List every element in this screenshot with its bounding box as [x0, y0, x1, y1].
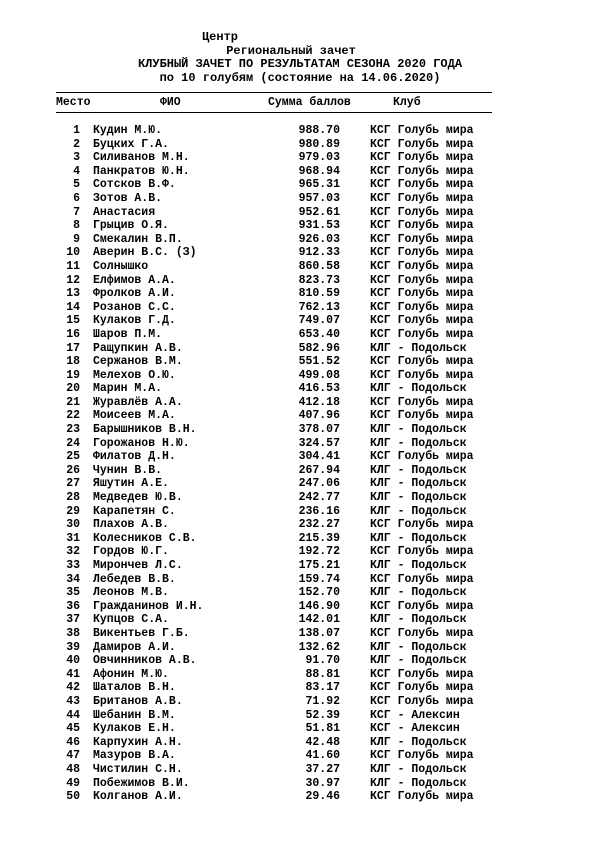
row-score: 30.97	[305, 776, 340, 790]
row-name: Чистилин С.Н.	[93, 762, 183, 776]
table-row	[0, 586, 600, 600]
row-place: 39	[66, 640, 80, 654]
row-place: 3	[73, 151, 80, 165]
table-row	[0, 627, 600, 641]
row-club: КЛГ - Подольск	[370, 463, 467, 477]
table-row	[0, 668, 600, 682]
row-score: 91.70	[305, 654, 340, 668]
row-score: 88.81	[305, 667, 340, 681]
row-place: 37	[66, 613, 80, 627]
row-club: КЛГ - Подольск	[370, 586, 467, 600]
row-place: 5	[73, 178, 80, 192]
row-name: Чунин В.В.	[93, 463, 163, 477]
row-club: КСГ Голубь мира	[370, 327, 474, 341]
row-place: 23	[66, 423, 80, 437]
row-name: Барышников В.Н.	[93, 423, 197, 437]
row-score: 416.53	[298, 382, 340, 396]
table-row	[0, 260, 600, 274]
table-row	[0, 545, 600, 559]
row-score: 988.70	[298, 124, 340, 137]
table-row	[0, 505, 600, 519]
row-score: 247.06	[298, 477, 340, 491]
column-header-club: Клуб	[393, 96, 421, 109]
table-row	[0, 777, 600, 791]
row-score: 762.13	[298, 300, 340, 314]
row-name: Елфимов А.А.	[93, 273, 176, 287]
row-score: 232.27	[298, 518, 340, 532]
row-score: 138.07	[298, 626, 340, 640]
row-place: 48	[66, 762, 80, 776]
row-score: 142.01	[298, 613, 340, 627]
table-row	[0, 477, 600, 491]
row-score: 304.41	[298, 450, 340, 464]
row-name: Гражданинов И.Н.	[93, 599, 204, 613]
row-club: КСГ Голубь мира	[370, 287, 474, 301]
row-place: 7	[73, 205, 80, 219]
table-row	[0, 613, 600, 627]
column-header-name: ФИО	[160, 96, 181, 109]
row-club: КСГ Голубь мира	[370, 246, 474, 260]
row-score: 215.39	[298, 531, 340, 545]
row-club: КЛГ - Подольск	[370, 762, 467, 776]
row-score: 83.17	[305, 681, 340, 695]
row-place: 50	[66, 790, 80, 804]
row-name: Ращупкин А.В.	[93, 341, 183, 355]
row-name: Овчинников А.В.	[93, 654, 197, 668]
row-name: Шаров П.М.	[93, 327, 163, 341]
table-row	[0, 532, 600, 546]
row-score: 378.07	[298, 423, 340, 437]
row-place: 15	[66, 314, 80, 328]
row-place: 11	[66, 259, 80, 273]
row-score: 159.74	[298, 572, 340, 586]
row-score: 499.08	[298, 368, 340, 382]
row-club: КСГ - Алексин	[370, 722, 460, 736]
row-place: 17	[66, 341, 80, 355]
row-score: 152.70	[298, 586, 340, 600]
row-name: Мирончев Л.С.	[93, 559, 183, 572]
row-club: КСГ Голубь мира	[370, 749, 474, 763]
row-score: 912.33	[298, 246, 340, 260]
row-place: 30	[66, 518, 80, 532]
table-row	[0, 736, 600, 750]
row-name: Викентьев Г.Б.	[93, 626, 190, 640]
row-club: КСГ Голубь мира	[370, 151, 474, 165]
table-row	[0, 192, 600, 206]
row-place: 34	[66, 572, 80, 586]
row-club: КЛГ - Подольск	[370, 640, 467, 654]
row-place: 46	[66, 735, 80, 749]
row-club: КСГ Голубь мира	[370, 259, 474, 273]
row-score: 29.46	[305, 790, 340, 804]
header-top-rule	[56, 92, 492, 93]
row-name: Моисеев М.А.	[93, 409, 176, 423]
row-name: Британов А.В.	[93, 694, 183, 708]
row-club: КСГ Голубь мира	[370, 205, 474, 219]
row-club: КСГ - Алексин	[370, 708, 460, 722]
row-name: Панкратов Ю.Н.	[93, 164, 190, 178]
column-header-score: Сумма баллов	[268, 96, 351, 109]
row-score: 968.94	[298, 164, 340, 178]
row-name: Сотсков В.Ф.	[93, 178, 176, 192]
row-place: 42	[66, 681, 80, 695]
table-row	[0, 138, 600, 152]
row-score: 860.58	[298, 259, 340, 273]
table-row	[0, 355, 600, 369]
results-table	[0, 124, 600, 804]
row-club: КЛГ - Подольск	[370, 776, 467, 790]
row-club: КЛГ - Подольск	[370, 382, 467, 396]
row-name: Марин М.А.	[93, 382, 163, 396]
row-place: 35	[66, 586, 80, 600]
row-score: 52.39	[305, 708, 340, 722]
row-place: 47	[66, 749, 80, 763]
row-place: 10	[66, 246, 80, 260]
row-place: 20	[66, 382, 80, 396]
table-row	[0, 151, 600, 165]
row-name: Лебедев В.В.	[93, 572, 176, 586]
row-place: 8	[73, 219, 80, 233]
row-club: КЛГ - Подольск	[370, 477, 467, 491]
table-row	[0, 219, 600, 233]
table-row	[0, 206, 600, 220]
row-club: КСГ Голубь мира	[370, 178, 474, 192]
row-place: 43	[66, 694, 80, 708]
row-score: 980.89	[298, 137, 340, 151]
table-row	[0, 124, 600, 138]
row-club: КСГ Голубь мира	[370, 790, 474, 804]
row-place: 41	[66, 667, 80, 681]
row-club: КЛГ - Подольск	[370, 504, 467, 518]
row-name: Шаталов В.Н.	[93, 681, 176, 695]
row-club: КСГ Голубь мира	[370, 599, 474, 613]
row-score: 823.73	[298, 273, 340, 287]
row-place: 29	[66, 504, 80, 518]
row-place: 28	[66, 491, 80, 505]
row-name: Яшутин А.Е.	[93, 477, 169, 491]
row-place: 49	[66, 776, 80, 790]
table-row	[0, 790, 600, 804]
row-score: 51.81	[305, 722, 340, 736]
row-name: Побежимов В.И.	[93, 776, 190, 790]
row-place: 4	[73, 164, 80, 178]
row-score: 242.77	[298, 491, 340, 505]
row-place: 14	[66, 300, 80, 314]
row-club: КСГ Голубь мира	[370, 191, 474, 205]
row-club: КСГ Голубь мира	[370, 395, 474, 409]
row-club: КСГ Голубь мира	[370, 368, 474, 382]
row-score: 267.94	[298, 463, 340, 477]
row-club: КЛГ - Подольск	[370, 654, 467, 668]
row-place: 9	[73, 232, 80, 246]
row-name: Буцких Г.А.	[93, 137, 169, 151]
row-name: Смекалин В.П.	[93, 232, 183, 246]
table-row	[0, 287, 600, 301]
table-row	[0, 573, 600, 587]
row-score: 412.18	[298, 395, 340, 409]
row-score: 132.62	[298, 640, 340, 654]
row-score: 952.61	[298, 205, 340, 219]
table-row	[0, 409, 600, 423]
row-score: 192.72	[298, 545, 340, 559]
table-row	[0, 641, 600, 655]
row-score: 810.59	[298, 287, 340, 301]
row-place: 2	[73, 137, 80, 151]
row-name: Зотов А.В.	[93, 191, 163, 205]
row-place: 33	[66, 559, 80, 572]
row-place: 22	[66, 409, 80, 423]
row-name: Горожанов Н.Ю.	[93, 436, 190, 450]
column-header-place: Место	[56, 96, 91, 109]
row-name: Филатов Д.Н.	[93, 450, 176, 464]
row-name: Журавлёв А.А.	[93, 395, 183, 409]
row-name: Афонин М.Ю.	[93, 667, 169, 681]
row-name: Сержанов В.М.	[93, 355, 183, 369]
document-subtitle: по 10 голубям (состояние на 14.06.2020)	[159, 71, 441, 85]
table-row	[0, 709, 600, 723]
row-place: 21	[66, 395, 80, 409]
row-name: Медведев Ю.В.	[93, 491, 183, 505]
table-row	[0, 178, 600, 192]
row-score: 957.03	[298, 191, 340, 205]
row-score: 175.21	[298, 559, 340, 572]
table-row	[0, 342, 600, 356]
row-name: Силиванов М.Н.	[93, 151, 190, 165]
row-club: КСГ Голубь мира	[370, 314, 474, 328]
document-title: КЛУБНЫЙ ЗАЧЕТ ПО РЕЗУЛЬТАТАМ СЕЗОНА 2020 ГОДА	[137, 57, 463, 71]
row-score: 236.16	[298, 504, 340, 518]
table-row	[0, 722, 600, 736]
row-score: 551.52	[298, 355, 340, 369]
table-row	[0, 382, 600, 396]
header-regional-label: Региональный зачет	[226, 44, 356, 58]
table-row	[0, 450, 600, 464]
row-place: 38	[66, 626, 80, 640]
table-row	[0, 246, 600, 260]
row-name: Анастасия	[93, 205, 156, 219]
row-place: 19	[66, 368, 80, 382]
row-name: Купцов С.А.	[93, 613, 169, 627]
table-row	[0, 437, 600, 451]
row-place: 31	[66, 531, 80, 545]
row-club: КЛГ - Подольск	[370, 613, 467, 627]
row-club: КСГ Голубь мира	[370, 409, 474, 423]
row-club: КСГ Голубь мира	[370, 681, 474, 695]
row-club: КСГ Голубь мира	[370, 232, 474, 246]
header-bottom-rule	[56, 112, 492, 113]
row-place: 1	[73, 124, 80, 137]
row-name: Леонов М.В.	[93, 586, 169, 600]
row-name: Карапетян С.	[93, 504, 176, 518]
row-club: КСГ Голубь мира	[370, 450, 474, 464]
table-row	[0, 518, 600, 532]
row-club: КЛГ - Подольск	[370, 423, 467, 437]
table-row	[0, 695, 600, 709]
row-name: Колганов А.И.	[93, 790, 183, 804]
table-row	[0, 165, 600, 179]
table-row	[0, 464, 600, 478]
table-row	[0, 369, 600, 383]
row-club: КЛГ - Подольск	[370, 341, 467, 355]
row-club: КСГ Голубь мира	[370, 219, 474, 233]
row-club: КСГ Голубь мира	[370, 300, 474, 314]
row-name: Дамиров А.И.	[93, 640, 176, 654]
row-score: 926.03	[298, 232, 340, 246]
row-place: 25	[66, 450, 80, 464]
row-club: КСГ Голубь мира	[370, 626, 474, 640]
row-club: КСГ Голубь мира	[370, 694, 474, 708]
row-name: Шебанин В.М.	[93, 708, 176, 722]
row-name: Аверин В.С. (З)	[93, 246, 197, 260]
table-row	[0, 681, 600, 695]
row-name: Кулаков Е.Н.	[93, 722, 176, 736]
row-place: 18	[66, 355, 80, 369]
row-score: 146.90	[298, 599, 340, 613]
row-name: Плахов А.В.	[93, 518, 169, 532]
row-place: 40	[66, 654, 80, 668]
table-row	[0, 423, 600, 437]
row-name: Мелехов О.Ю.	[93, 368, 176, 382]
table-row	[0, 328, 600, 342]
row-club: КСГ Голубь мира	[370, 124, 474, 137]
header-center-label: Центр	[201, 30, 238, 44]
row-place: 36	[66, 599, 80, 613]
row-score: 931.53	[298, 219, 340, 233]
row-club: КСГ Голубь мира	[370, 545, 474, 559]
table-row	[0, 491, 600, 505]
row-place: 13	[66, 287, 80, 301]
row-score: 71.92	[305, 694, 340, 708]
table-row	[0, 763, 600, 777]
row-club: КЛГ - Подольск	[370, 531, 467, 545]
table-row	[0, 274, 600, 288]
table-row	[0, 396, 600, 410]
row-place: 6	[73, 191, 80, 205]
row-score: 324.57	[298, 436, 340, 450]
row-name: Карпухин А.Н.	[93, 735, 183, 749]
row-club: КСГ Голубь мира	[370, 572, 474, 586]
row-score: 582.96	[298, 341, 340, 355]
row-club: КСГ Голубь мира	[370, 164, 474, 178]
row-name: Кудин М.Ю.	[93, 124, 163, 137]
row-score: 407.96	[298, 409, 340, 423]
row-score: 749.07	[298, 314, 340, 328]
row-club: КСГ Голубь мира	[370, 667, 474, 681]
row-club: КЛГ - Подольск	[370, 491, 467, 505]
row-name: Гордов Ю.Г.	[93, 545, 169, 559]
table-row	[0, 654, 600, 668]
row-place: 16	[66, 327, 80, 341]
row-club: КЛГ - Подольск	[370, 735, 467, 749]
row-club: КСГ Голубь мира	[370, 137, 474, 151]
row-score: 965.31	[298, 178, 340, 192]
row-score: 653.40	[298, 327, 340, 341]
row-name: Колесников С.В.	[93, 531, 197, 545]
row-score: 42.48	[305, 735, 340, 749]
row-place: 44	[66, 708, 80, 722]
row-place: 27	[66, 477, 80, 491]
row-place: 32	[66, 545, 80, 559]
row-club: КСГ Голубь мира	[370, 273, 474, 287]
row-name: Фролков А.И.	[93, 287, 176, 301]
row-score: 979.03	[298, 151, 340, 165]
row-place: 45	[66, 722, 80, 736]
table-row	[0, 600, 600, 614]
row-place: 26	[66, 463, 80, 477]
row-score: 41.60	[305, 749, 340, 763]
row-name: Кулаков Г.Д.	[93, 314, 176, 328]
row-place: 12	[66, 273, 80, 287]
row-club: КСГ Голубь мира	[370, 518, 474, 532]
row-name: Грыцив О.Я.	[93, 219, 169, 233]
table-row	[0, 301, 600, 315]
row-name: Солнышко	[93, 259, 149, 273]
row-place: 24	[66, 436, 80, 450]
table-row	[0, 749, 600, 763]
row-name: Мазуров В.А.	[93, 749, 176, 763]
row-club: КЛГ - Подольск	[370, 559, 467, 572]
table-row	[0, 559, 600, 573]
table-row	[0, 233, 600, 247]
row-club: КЛГ - Подольск	[370, 436, 467, 450]
row-name: Розанов С.С.	[93, 300, 176, 314]
row-club: КСГ Голубь мира	[370, 355, 474, 369]
table-row	[0, 314, 600, 328]
row-score: 37.27	[305, 762, 340, 776]
